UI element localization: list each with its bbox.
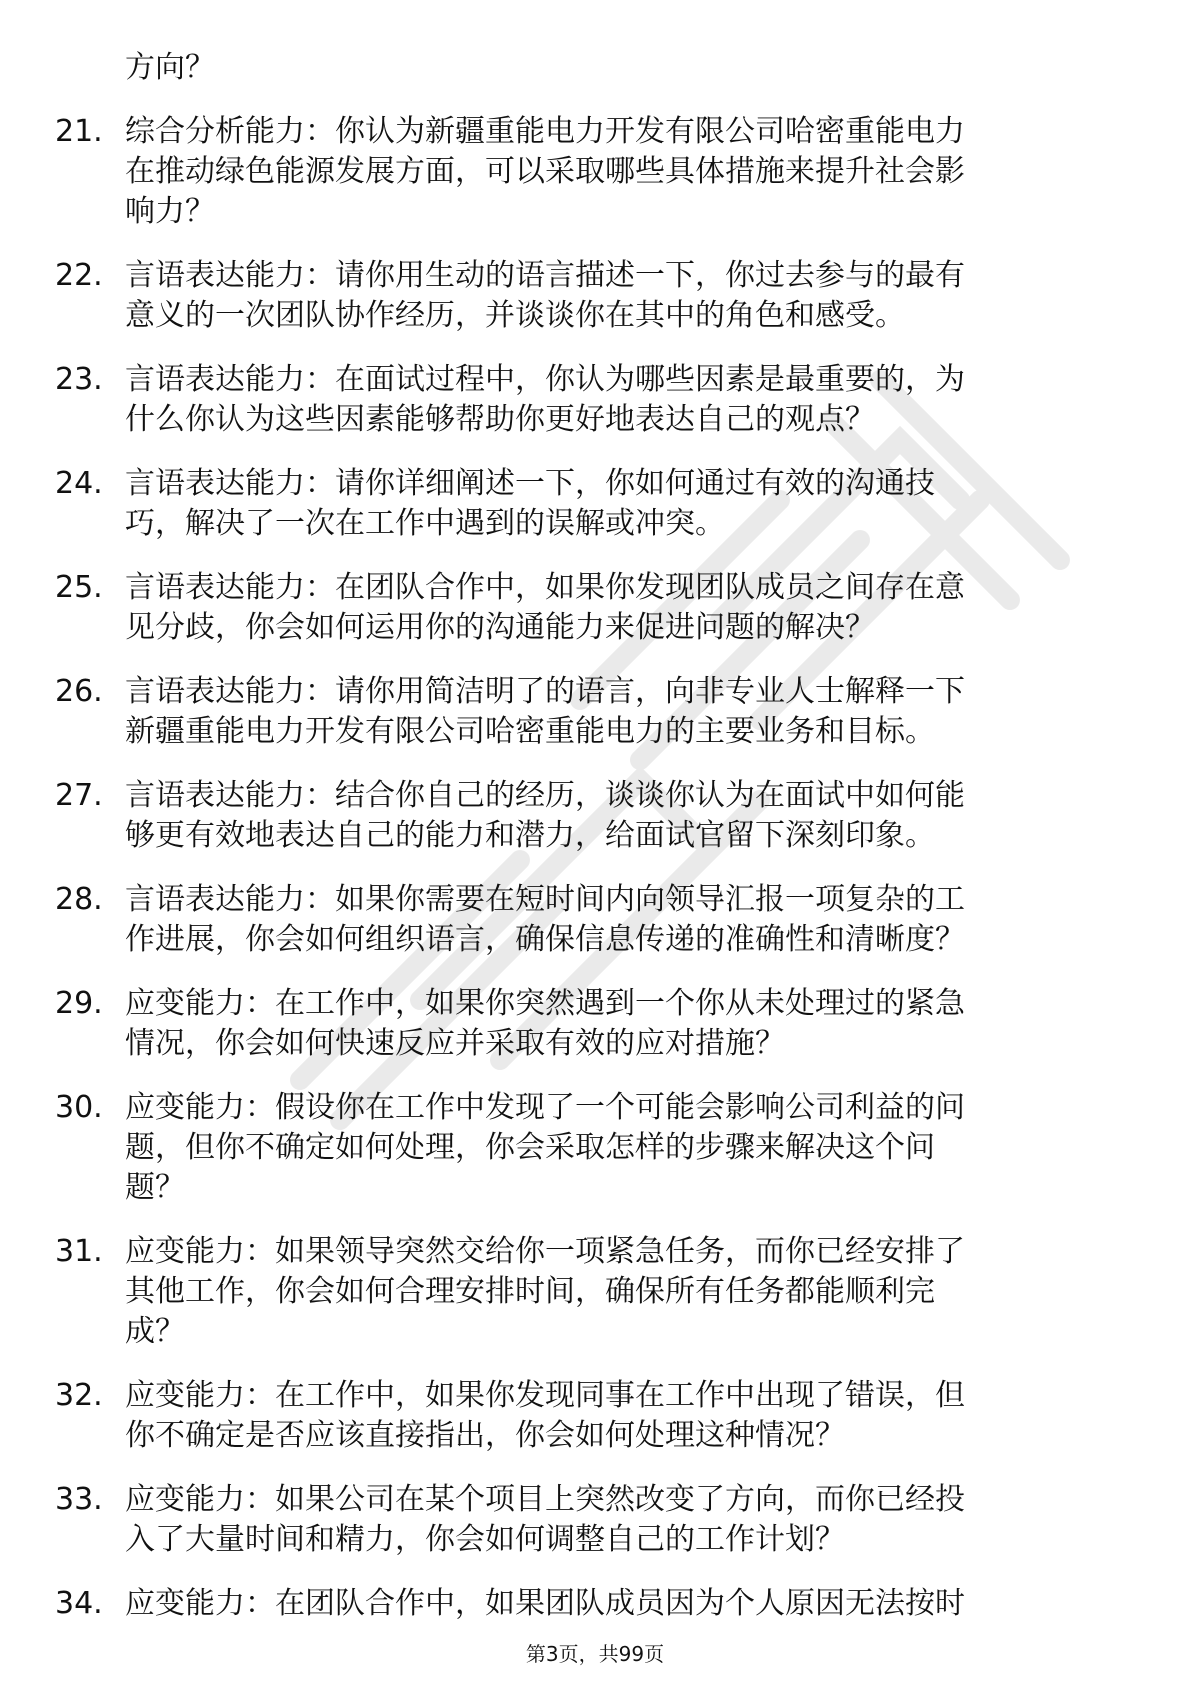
question-item — [55, 464, 1125, 544]
question-item — [55, 672, 1125, 752]
question-text — [125, 1480, 1125, 1560]
question-line: 在推动绿色能源发展方面，可以采取哪些具体措施来提升社会影 — [125, 154, 965, 189]
continued-line: 方向？ — [125, 50, 215, 85]
question-text — [125, 672, 1125, 752]
question-number: 31. — [55, 1234, 103, 1269]
question-line: 意义的一次团队协作经历，并谈谈你在其中的角色和感受。 — [125, 298, 905, 333]
question-text — [125, 568, 1125, 648]
question-line: 你不确定是否应该直接指出，你会如何处理这种情况？ — [125, 1418, 845, 1453]
question-item — [55, 1584, 1125, 1624]
question-number: 26. — [55, 674, 103, 709]
question-line: 够更有效地表达自己的能力和潜力，给面试官留下深刻印象。 — [125, 818, 935, 853]
question-item — [55, 1376, 1125, 1456]
question-line: 应变能力：如果领导突然交给你一项紧急任务，而你已经安排了 — [125, 1234, 965, 1269]
question-text — [125, 1376, 1125, 1456]
question-number: 24. — [55, 466, 103, 501]
question-item — [55, 776, 1125, 856]
question-text — [125, 880, 1125, 960]
question-line: 新疆重能电力开发有限公司哈密重能电力的主要业务和目标。 — [125, 714, 935, 749]
question-line: 应变能力：在工作中，如果你突然遇到一个你从未处理过的紧急 — [125, 986, 965, 1021]
question-line: 情况，你会如何快速反应并采取有效的应对措施？ — [125, 1026, 785, 1061]
question-line: 言语表达能力：请你详细阐述一下，你如何通过有效的沟通技 — [125, 466, 935, 501]
question-list — [55, 48, 1125, 1624]
question-number: 28. — [55, 882, 103, 917]
question-text — [125, 984, 1125, 1064]
page-number: 第3页，共99页 — [525, 1642, 665, 1666]
question-text — [125, 256, 1125, 336]
question-item — [55, 880, 1125, 960]
question-item — [55, 1232, 1125, 1352]
question-text — [125, 1232, 1125, 1352]
question-number: 33. — [55, 1482, 103, 1517]
question-number: 23. — [55, 362, 103, 397]
question-line: 响力？ — [125, 194, 215, 229]
question-line: 其他工作，你会如何合理安排时间，确保所有任务都能顺利完 — [125, 1274, 935, 1309]
question-number: 34. — [55, 1586, 103, 1621]
question-number: 30. — [55, 1090, 103, 1125]
question-number: 29. — [55, 986, 103, 1021]
question-number: 21. — [55, 114, 103, 149]
question-text — [125, 1088, 1125, 1208]
question-line: 应变能力：假设你在工作中发现了一个可能会影响公司利益的问 — [125, 1090, 965, 1125]
question-line: 题？ — [125, 1170, 185, 1205]
question-text — [125, 112, 1125, 232]
question-line: 应变能力：在团队合作中，如果团队成员因为个人原因无法按时 — [125, 1586, 965, 1621]
question-line: 言语表达能力：在面试过程中，你认为哪些因素是最重要的，为 — [125, 362, 965, 397]
question-line: 言语表达能力：请你用简洁明了的语言，向非专业人士解释一下 — [125, 674, 965, 709]
question-line: 言语表达能力：在团队合作中，如果你发现团队成员之间存在意 — [125, 570, 965, 605]
question-line: 应变能力：在工作中，如果你发现同事在工作中出现了错误，但 — [125, 1378, 965, 1413]
question-line: 应变能力：如果公司在某个项目上突然改变了方向，而你已经投 — [125, 1482, 965, 1517]
question-number: 25. — [55, 570, 103, 605]
question-number: 27. — [55, 778, 103, 813]
question-line: 题，但你不确定如何处理，你会采取怎样的步骤来解决这个问 — [125, 1130, 935, 1165]
question-line: 言语表达能力：请你用生动的语言描述一下，你过去参与的最有 — [125, 258, 965, 293]
question-line: 什么你认为这些因素能够帮助你更好地表达自己的观点？ — [125, 402, 875, 437]
question-text — [125, 360, 1125, 440]
question-item — [55, 568, 1125, 648]
question-item — [55, 984, 1125, 1064]
question-text — [125, 1584, 1125, 1624]
question-line: 综合分析能力：你认为新疆重能电力开发有限公司哈密重能电力 — [125, 114, 965, 149]
question-line: 成？ — [125, 1314, 185, 1349]
question-line: 作进展，你会如何组织语言，确保信息传递的准确性和清晰度？ — [125, 922, 965, 957]
question-number: 22. — [55, 258, 103, 293]
question-item — [55, 256, 1125, 336]
question-item — [55, 112, 1125, 232]
question-line: 言语表达能力：如果你需要在短时间内向领导汇报一项复杂的工 — [125, 882, 965, 917]
question-line: 言语表达能力：结合你自己的经历，谈谈你认为在面试中如何能 — [125, 778, 965, 813]
question-item — [55, 1088, 1125, 1208]
question-line: 入了大量时间和精力，你会如何调整自己的工作计划？ — [125, 1522, 845, 1557]
question-line: 巧，解决了一次在工作中遇到的误解或冲突。 — [125, 506, 725, 541]
question-number: 32. — [55, 1378, 103, 1413]
question-line: 见分歧，你会如何运用你的沟通能力来促进问题的解决？ — [125, 610, 875, 645]
question-text — [125, 464, 1125, 544]
question-item — [55, 360, 1125, 440]
question-item — [55, 1480, 1125, 1560]
question-text — [125, 776, 1125, 856]
